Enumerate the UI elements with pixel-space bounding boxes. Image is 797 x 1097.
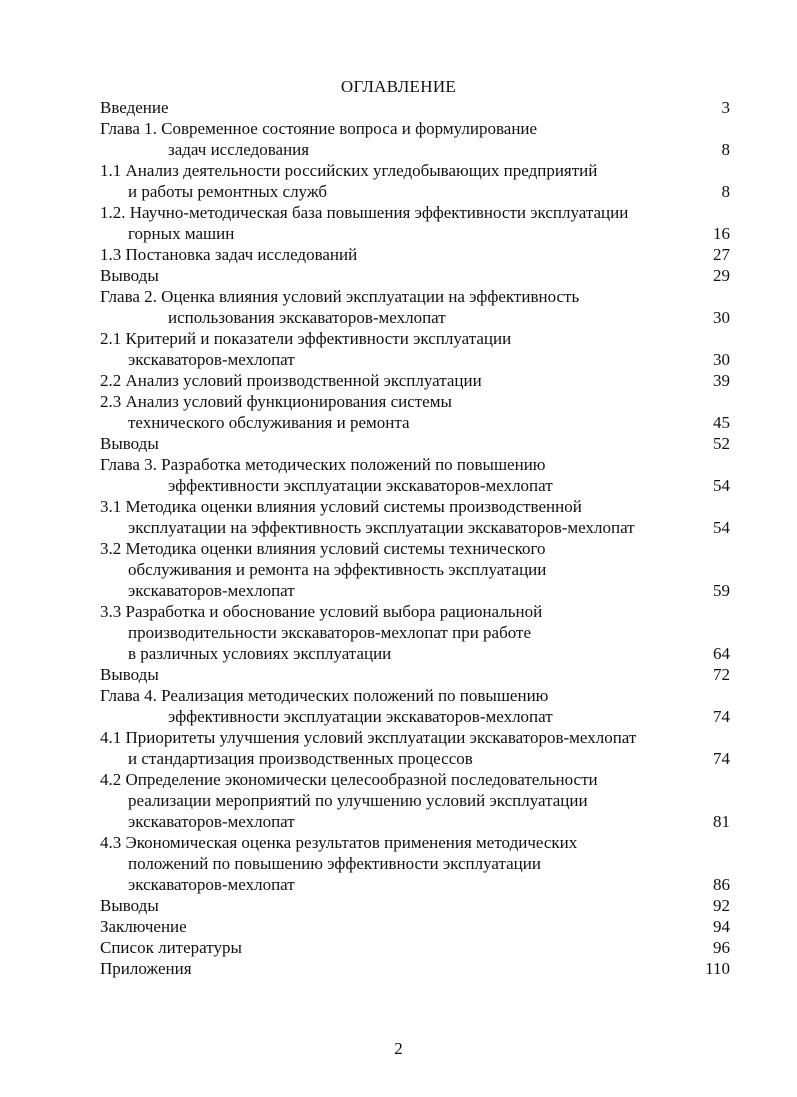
- entry-line: задач исследования: [168, 140, 310, 159]
- entry-line: Выводы: [100, 266, 159, 285]
- entry-page-number: 72: [713, 665, 730, 684]
- entry-page-number: 54: [713, 476, 730, 495]
- toc-entry-appendices: [100, 958, 730, 979]
- entry-page-number: 74: [713, 707, 730, 726]
- entry-text: [100, 391, 694, 433]
- entry-line: обслуживания и ремонта на эффективность эксплуатации: [128, 560, 547, 579]
- toc-entry-section-1-3: [100, 244, 730, 265]
- entry-line: экскаваторов-мехлопат: [128, 812, 295, 831]
- toc-entry-section-3-3: [100, 601, 730, 664]
- entry-line: Глава 1. Современное состояние вопроса и формулирование: [100, 119, 538, 138]
- entry-page-number: 27: [713, 245, 730, 264]
- toc-entry-conclusions-1: [100, 265, 730, 286]
- toc-entry-section-2-3: [100, 391, 730, 433]
- entry-page-number: 92: [713, 896, 730, 915]
- toc-entry-section-4-1: [100, 727, 730, 769]
- entry-text: [100, 937, 694, 958]
- toc-entry-conclusions-2: [100, 433, 730, 454]
- toc-entry-section-3-2: [100, 538, 730, 601]
- entry-page-number: 96: [713, 938, 730, 957]
- entry-line: положений по повышению эффективности эксплуатации: [128, 854, 541, 873]
- toc-entry-conclusion: [100, 916, 730, 937]
- entry-line: технического обслуживания и ремонта: [128, 413, 410, 432]
- entry-line: 2.1 Критерий и показатели эффективности эксплуатации: [100, 329, 512, 348]
- entry-text: [100, 916, 694, 937]
- entry-line: использования экскаваторов-мехлопат: [168, 308, 446, 327]
- entry-page-number: 52: [713, 434, 730, 453]
- entry-line: Заключение: [100, 917, 187, 936]
- entry-line: и стандартизация производственных процессов: [128, 749, 473, 768]
- entry-line: в различных условиях эксплуатации: [128, 644, 392, 663]
- entry-line: 4.1 Приоритеты улучшения условий эксплуатации экскаваторов-мехлопат: [100, 728, 637, 747]
- entry-text: [100, 433, 694, 454]
- entry-page-number: 59: [713, 581, 730, 600]
- entry-text: [100, 958, 694, 979]
- toc-entry-section-4-3: [100, 832, 730, 895]
- entry-page-number: 39: [713, 371, 730, 390]
- entry-text: [100, 160, 694, 202]
- entry-text: [100, 97, 694, 118]
- toc-entry-section-4-2: [100, 769, 730, 832]
- entry-line: Глава 2. Оценка влияния условий эксплуатации на эффективность: [100, 287, 580, 306]
- entry-line: эффективности эксплуатации экскаваторов-мехлопат: [168, 476, 553, 495]
- entry-line: 4.2 Определение экономически целесообразной последовательности: [100, 770, 598, 789]
- entry-page-number: 45: [713, 413, 730, 432]
- entry-text: [100, 454, 694, 496]
- entry-page-number: 86: [713, 875, 730, 894]
- entry-line: экскаваторов-мехлопат: [128, 350, 295, 369]
- entry-text: [100, 286, 694, 328]
- entry-line: 3.3 Разработка и обоснование условий выбора рациональной: [100, 602, 543, 621]
- toc-entry-chapter-2: [100, 286, 730, 328]
- entry-page-number: 81: [713, 812, 730, 831]
- entry-text: [100, 496, 694, 538]
- entry-line: эксплуатации на эффективность эксплуатации экскаваторов-мехлопат: [128, 518, 635, 537]
- entry-line: Приложения: [100, 959, 192, 978]
- entry-text: [100, 202, 694, 244]
- entry-line: экскаваторов-мехлопат: [128, 581, 295, 600]
- entry-text: [100, 328, 694, 370]
- entry-page-number: 64: [713, 644, 730, 663]
- toc-entry-conclusions-3: [100, 664, 730, 685]
- entry-page-number: 54: [713, 518, 730, 537]
- entry-page-number: 74: [713, 749, 730, 768]
- entry-line: Выводы: [100, 896, 159, 915]
- toc-entry-section-1-2: [100, 202, 730, 244]
- entry-line: 2.3 Анализ условий функционирования системы: [100, 392, 452, 411]
- toc-entry-section-2-1: [100, 328, 730, 370]
- toc-entry-introduction: [100, 97, 730, 118]
- toc-entry-section-2-2: [100, 370, 730, 391]
- entry-line: 1.3 Постановка задач исследований: [100, 245, 358, 264]
- entry-line: реализации мероприятий по улучшению условий эксплуатации: [128, 791, 588, 810]
- toc-entry-references: [100, 937, 730, 958]
- entry-line: Выводы: [100, 665, 159, 684]
- entry-line: 3.2 Методика оценки влияния условий системы технического: [100, 539, 546, 558]
- table-of-contents: [100, 97, 730, 979]
- entry-text: [100, 538, 694, 601]
- entry-line: 3.1 Методика оценки влияния условий системы производственной: [100, 497, 582, 516]
- entry-line: Выводы: [100, 434, 159, 453]
- page-number: 2: [394, 1039, 403, 1058]
- entry-line: эффективности эксплуатации экскаваторов-мехлопат: [168, 707, 553, 726]
- entry-line: 1.1 Анализ деятельности российских угледобывающих предприятий: [100, 161, 598, 180]
- entry-line: Список литературы: [100, 938, 242, 957]
- entry-page-number: 29: [713, 266, 730, 285]
- entry-page-number: 3: [721, 98, 730, 117]
- toc-entry-section-1-1: [100, 160, 730, 202]
- entry-line: экскаваторов-мехлопат: [128, 875, 295, 894]
- entry-line: и работы ремонтных служб: [128, 182, 327, 201]
- toc-entry-conclusions-4: [100, 895, 730, 916]
- entry-page-number: 30: [713, 308, 730, 327]
- entry-page-number: 30: [713, 350, 730, 369]
- entry-page-number: 8: [721, 140, 730, 159]
- entry-page-number: 110: [705, 959, 730, 978]
- toc-entry-chapter-1: [100, 118, 730, 160]
- entry-page-number: 8: [721, 182, 730, 201]
- entry-text: [100, 265, 694, 286]
- toc-entry-section-3-1: [100, 496, 730, 538]
- toc-title: ОГЛАВЛЕНИЕ: [340, 77, 457, 96]
- entry-page-number: 16: [713, 224, 730, 243]
- entry-line: Глава 3. Разработка методических положений по повышению: [100, 455, 546, 474]
- entry-line: Введение: [100, 98, 169, 117]
- entry-text: [100, 118, 694, 160]
- entry-line: 4.3 Экономическая оценка результатов применения методических: [100, 833, 578, 852]
- entry-line: 2.2 Анализ условий производственной эксплуатации: [100, 371, 482, 390]
- toc-entry-chapter-4: [100, 685, 730, 727]
- entry-text: [100, 895, 694, 916]
- entry-text: [100, 601, 694, 664]
- entry-line: 1.2. Научно-методическая база повышения эффективности эксплуатации: [100, 203, 629, 222]
- entry-text: [100, 832, 694, 895]
- entry-text: [100, 370, 694, 391]
- entry-text: [100, 664, 694, 685]
- entry-text: [100, 727, 694, 769]
- entry-page-number: 94: [713, 917, 730, 936]
- entry-text: [100, 685, 694, 727]
- toc-entry-chapter-3: [100, 454, 730, 496]
- entry-text: [100, 769, 694, 832]
- entry-line: горных машин: [128, 224, 235, 243]
- entry-text: [100, 244, 694, 265]
- entry-line: Глава 4. Реализация методических положений по повышению: [100, 686, 549, 705]
- entry-line: производительности экскаваторов-мехлопат при работе: [128, 623, 531, 642]
